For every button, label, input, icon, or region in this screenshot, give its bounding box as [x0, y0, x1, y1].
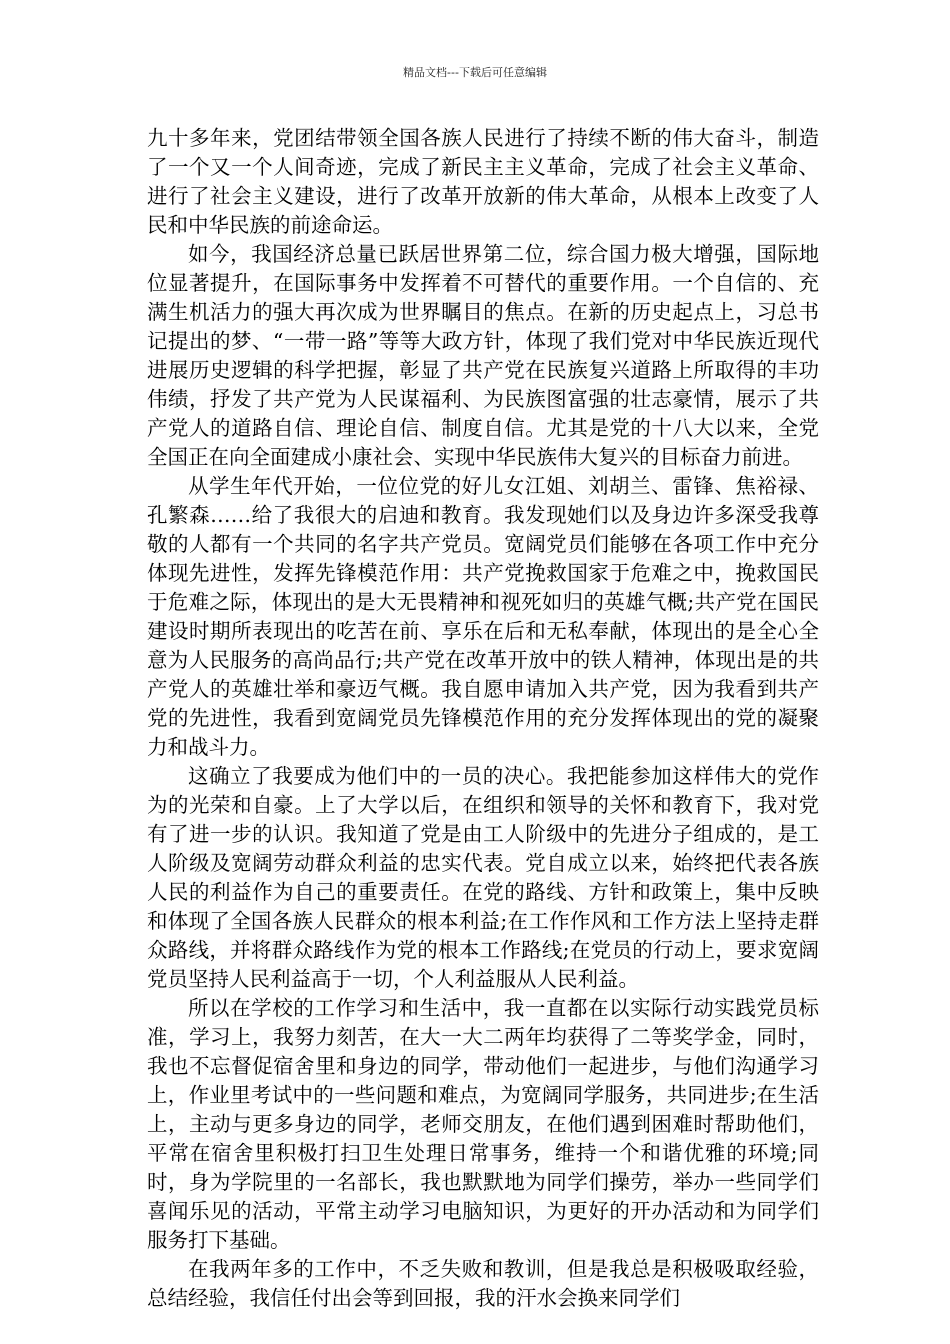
paragraph-6: 在我两年多的工作中，不乏失败和教训，但是我总是积极吸取经验，总结经验，我信任付出会等到回报，我的汗水会换来同学们 — [147, 1257, 819, 1310]
paragraph-1: 九十多年来，党团结带领全国各族人民进行了持续不断的伟大奋斗，制造了一个又一个人间奇迹，完成了新民主主义革命，完成了社会主义革命、进行了社会主义建设，进行了改革开放新的伟大革命，从根本上改变了人民和中华民族的前途命运。 — [147, 126, 819, 237]
paragraph-3: 从学生年代开始，一位位党的好儿女江姐、刘胡兰、雷锋、焦裕禄、孔繁森……给了我很大的启迪和教育。我发现她们以及身边许多深受我尊敬的人都有一个共同的名字共产党员。宽阔党员们能够在各项工作中充分体现先进性，发挥先锋模范作用：共产党挽救国家于危难之中，挽救国民于危难之际，体现出的是大无畏精神和视死如归的英雄气概;共产党在国民建设时期所表现出的吃苦在前、享乐在后和无私奉献，体现出的是全心全意为人民服务的高尚品行;共产党在改革开放中的铁人精神，体现出是的共产党人的英雄壮举和豪迈气概。我自愿申请加入共产党，因为我看到共产党的先进性，我看到宽阔党员先锋模范作用的充分发挥体现出的党的凝聚力和战斗力。 — [147, 474, 819, 759]
paragraph-5: 所以在学校的工作学习和生活中，我一直都在以实际行动实践党员标准，学习上，我努力刻苦，在大一大二两年均获得了二等奖学金，同时，我也不忘督促宿舍里和身边的同学，带动他们一起进步，与他们沟通学习上，作业里考试中的一些问题和难点，为宽阔同学服务，共同进步;在生活上，主动与更多身边的同学，老师交朋友，在他们遇到困难时帮助他们，平常在宿舍里积极打扫卫生处理日常事务，维持一个和谐优雅的环境;同时，身为学院里的一名部长，我也默默地为同学们操劳，举办一些同学们喜闻乐见的活动，平常主动学习电脑知识，为更好的开办活动和为同学们服务打下基础。 — [147, 996, 819, 1252]
document-body — [147, 124, 819, 1313]
paragraph-2: 如今，我国经济总量已跃居世界第二位，综合国力极大增强，国际地位显著提升，在国际事务中发挥着不可替代的重要作用。一个自信的、充满生机活力的强大再次成为世界瞩目的焦点。在新的历史起点上，习总书记提出的梦、“一带一路”等等大政方针，体现了我们党对中华民族近现代进展历史逻辑的科学把握，彰显了共产党在民族复兴道路上所取得的丰功伟绩，抒发了共产党为人民谋福利、为民族图富强的壮志豪情，展示了共产党人的道路自信、理论自信、制度自信。尤其是党的十八大以来，全党全国正在向全面建成小康社会、实现中华民族伟大复兴的目标奋力前进。 — [147, 242, 819, 469]
paragraph-4: 这确立了我要成为他们中的一员的决心。我把能参加这样伟大的党作为的光荣和自豪。上了大学以后，在组织和领导的关怀和教育下，我对党有了进一步的认识。我知道了党是由工人阶级中的先进分子组成的，是工人阶级及宽阔劳动群众利益的忠实代表。党自成立以来，始终把代表各族人民的利益作为自己的重要责任。在党的路线、方针和政策上，集中反映和体现了全国各族人民群众的根本利益;在工作作风和工作方法上坚持走群众路线，并将群众路线作为党的根本工作路线;在党员的行动上，要求宽阔党员坚持人民利益高于一切，个人利益服从人民利益。 — [147, 764, 819, 991]
page-header: 精品文档---下载后可任意编辑 — [403, 66, 547, 79]
